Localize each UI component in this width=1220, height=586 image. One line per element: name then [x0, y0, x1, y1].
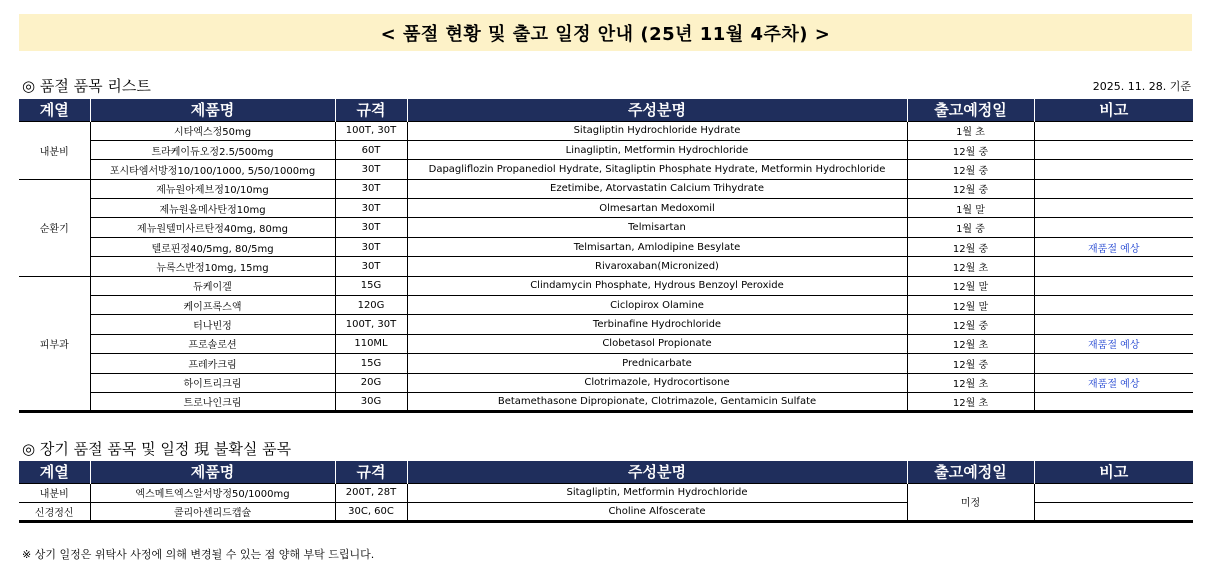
release-date-cell: 12월 중: [907, 140, 1034, 159]
stockout-table: [19, 99, 1193, 413]
ingredient-cell: Prednicarbate: [407, 354, 907, 373]
spec-cell: 30C, 60C: [335, 502, 407, 521]
remark-cell: [1034, 257, 1193, 276]
spec-cell: 30G: [335, 392, 407, 411]
remark-cell: 재품절 예상: [1034, 334, 1193, 353]
remark-cell: [1034, 483, 1193, 502]
product-name-cell: 터나빈정: [90, 315, 335, 334]
ingredient-cell: Linagliptin, Metformin Hydrochloride: [407, 140, 907, 159]
spec-cell: 100T, 30T: [335, 315, 407, 334]
remark-cell: [1034, 276, 1193, 295]
product-name-cell: 시타엑스정50mg: [90, 121, 335, 140]
notice-banner: [19, 14, 1192, 51]
remark-cell: [1034, 121, 1193, 140]
table-row: [19, 354, 1193, 373]
remark-cell: [1034, 199, 1193, 218]
product-name-cell: 텔로핀정40/5mg, 80/5mg: [90, 237, 335, 256]
product-name-cell: 제뉴원아제브정10/10mg: [90, 179, 335, 198]
remark-cell: 재품절 예상: [1034, 237, 1193, 256]
release-date-cell: 12월 말: [907, 276, 1034, 295]
banner-title: < 품절 현황 및 출고 일정 안내 (25년 11월 4주차) >: [380, 23, 831, 45]
release-date-cell: 12월 중: [907, 179, 1034, 198]
release-date-cell: 12월 초: [907, 257, 1034, 276]
category-cell: 내분비: [19, 483, 90, 502]
product-name-cell: 케이프록스액: [90, 296, 335, 315]
category-cell: 신경정신: [19, 502, 90, 521]
column-header-product-name: 제품명: [90, 99, 335, 121]
product-name-cell: 콜리아센리드캡슐: [90, 502, 335, 521]
product-name-cell: 프레카크림: [90, 354, 335, 373]
column-header-release-date: 출고예정일: [907, 461, 1034, 483]
remark-cell: [1034, 218, 1193, 237]
ingredient-cell: Telmisartan: [407, 218, 907, 237]
product-name-cell: 트로나인크림: [90, 392, 335, 411]
product-name-cell: 제뉴원텔미사르탄정40mg, 80mg: [90, 218, 335, 237]
spec-cell: 120G: [335, 296, 407, 315]
spec-cell: 20G: [335, 373, 407, 392]
release-date-cell: 미정: [907, 483, 1034, 521]
spec-cell: 30T: [335, 257, 407, 276]
ingredient-cell: Sitagliptin Hydrochloride Hydrate: [407, 121, 907, 140]
ingredient-cell: Rivaroxaban(Micronized): [407, 257, 907, 276]
table-row: [19, 315, 1193, 334]
table-row: [19, 199, 1193, 218]
ingredient-cell: Sitagliptin, Metformin Hydrochloride: [407, 483, 907, 502]
product-name-cell: 엑스메트엑스알서방정50/1000mg: [90, 483, 335, 502]
column-header-ingredient: 주성분명: [407, 461, 907, 483]
spec-cell: 30T: [335, 199, 407, 218]
release-date-cell: 1월 초: [907, 121, 1034, 140]
spec-cell: 15G: [335, 354, 407, 373]
section-title-stockout: ◎ 품절 품목 리스트: [22, 77, 151, 95]
release-date-cell: 12월 초: [907, 373, 1034, 392]
ingredient-cell: Betamethasone Dipropionate, Clotrimazole, Gentamicin Sulfate: [407, 392, 907, 411]
footnote: ※ 상기 일정은 위탁사 사정에 의해 변경될 수 있는 점 양해 부탁 드립니다.: [22, 548, 375, 561]
spec-cell: 30T: [335, 179, 407, 198]
release-date-cell: 12월 중: [907, 354, 1034, 373]
spec-cell: 30T: [335, 218, 407, 237]
release-date-cell: 12월 중: [907, 160, 1034, 179]
category-cell: 순환기: [19, 179, 90, 276]
column-header-spec: 규격: [335, 461, 407, 483]
column-header-release-date: 출고예정일: [907, 99, 1034, 121]
remark-cell: [1034, 296, 1193, 315]
product-name-cell: 포시타엠서방정10/100/1000, 5/50/1000mg: [90, 160, 335, 179]
table-row: [19, 237, 1193, 256]
table-row: [19, 483, 1193, 502]
spec-cell: 15G: [335, 276, 407, 295]
remark-cell: [1034, 315, 1193, 334]
column-header-category: 계열: [19, 461, 90, 483]
category-cell: 피부과: [19, 276, 90, 412]
table-row: [19, 121, 1193, 140]
column-header-ingredient: 주성분명: [407, 99, 907, 121]
remark-cell: [1034, 160, 1193, 179]
column-header-spec: 규격: [335, 99, 407, 121]
release-date-cell: 12월 중: [907, 315, 1034, 334]
ingredient-cell: Clindamycin Phosphate, Hydrous Benzoyl Peroxide: [407, 276, 907, 295]
table-row: [19, 334, 1193, 353]
column-header-category: 계열: [19, 99, 90, 121]
reference-date: 2025. 11. 28. 기준: [1092, 80, 1191, 93]
spec-cell: 200T, 28T: [335, 483, 407, 502]
product-name-cell: 뉴록스반정10mg, 15mg: [90, 257, 335, 276]
ingredient-cell: Choline Alfoscerate: [407, 502, 907, 521]
table-row: [19, 160, 1193, 179]
remark-cell: [1034, 392, 1193, 411]
section-title-long-term: ◎ 장기 품절 품목 및 일정 現 불확실 품목: [22, 440, 292, 458]
remark-cell: [1034, 140, 1193, 159]
table-row: [19, 296, 1193, 315]
table-row: [19, 218, 1193, 237]
release-date-cell: 12월 중: [907, 237, 1034, 256]
spec-cell: 30T: [335, 160, 407, 179]
product-name-cell: 트라케이듀오정2.5/500mg: [90, 140, 335, 159]
spec-cell: 30T: [335, 237, 407, 256]
spec-cell: 100T, 30T: [335, 121, 407, 140]
table-row: [19, 392, 1193, 411]
remark-cell: [1034, 179, 1193, 198]
product-name-cell: 하이트리크림: [90, 373, 335, 392]
ingredient-cell: Clotrimazole, Hydrocortisone: [407, 373, 907, 392]
release-date-cell: 1월 말: [907, 199, 1034, 218]
product-name-cell: 듀케이겔: [90, 276, 335, 295]
table-row: [19, 373, 1193, 392]
release-date-cell: 1월 중: [907, 218, 1034, 237]
ingredient-cell: Terbinafine Hydrochloride: [407, 315, 907, 334]
table-row: [19, 179, 1193, 198]
column-header-product-name: 제품명: [90, 461, 335, 483]
ingredient-cell: Clobetasol Propionate: [407, 334, 907, 353]
table-row: [19, 140, 1193, 159]
product-name-cell: 제뉴원올메사탄정10mg: [90, 199, 335, 218]
spec-cell: 110ML: [335, 334, 407, 353]
remark-cell: [1034, 502, 1193, 521]
long-term-stockout-table: [19, 461, 1193, 523]
release-date-cell: 12월 말: [907, 296, 1034, 315]
release-date-cell: 12월 초: [907, 334, 1034, 353]
release-date-cell: 12월 초: [907, 392, 1034, 411]
column-header-remark: 비고: [1034, 99, 1193, 121]
spec-cell: 60T: [335, 140, 407, 159]
ingredient-cell: Dapagliflozin Propanediol Hydrate, Sitagliptin Phosphate Hydrate, Metformin Hydrochloride: [407, 160, 907, 179]
table-row: [19, 257, 1193, 276]
ingredient-cell: Telmisartan, Amlodipine Besylate: [407, 237, 907, 256]
ingredient-cell: Ezetimibe, Atorvastatin Calcium Trihydrate: [407, 179, 907, 198]
product-name-cell: 프로솔로션: [90, 334, 335, 353]
column-header-remark: 비고: [1034, 461, 1193, 483]
category-cell: 내분비: [19, 121, 90, 179]
remark-cell: 재품절 예상: [1034, 373, 1193, 392]
ingredient-cell: Ciclopirox Olamine: [407, 296, 907, 315]
remark-cell: [1034, 354, 1193, 373]
ingredient-cell: Olmesartan Medoxomil: [407, 199, 907, 218]
table-row: [19, 276, 1193, 295]
